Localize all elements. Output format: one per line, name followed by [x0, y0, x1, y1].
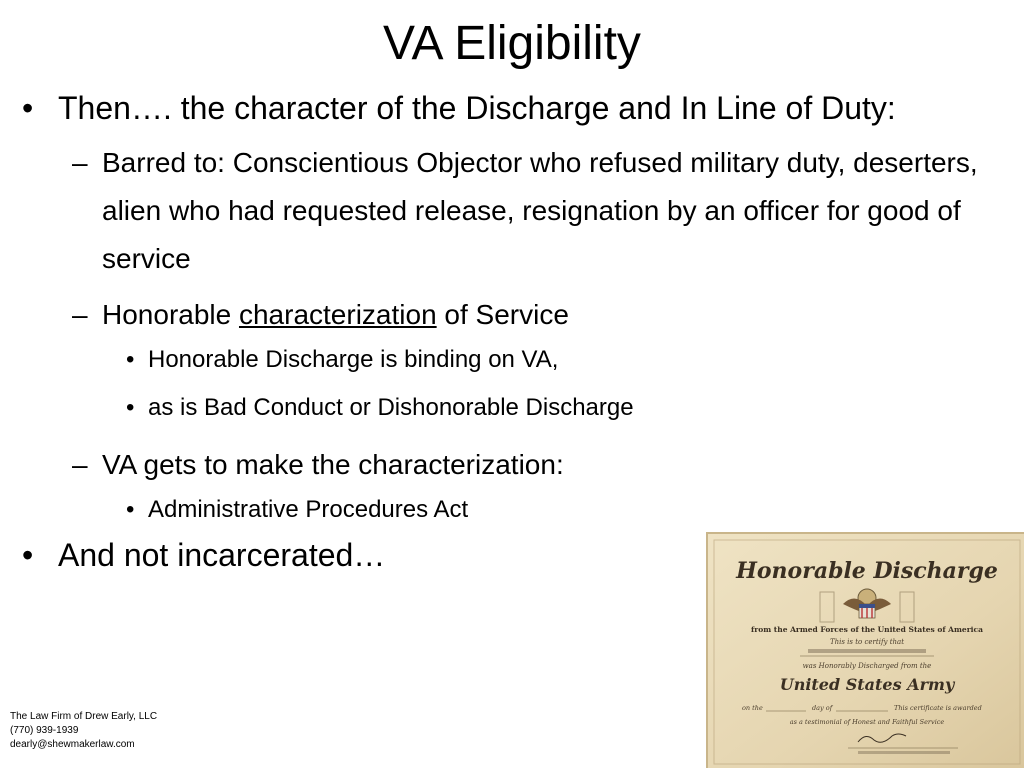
bullet-discharge-character	[22, 90, 982, 127]
bullet-text: And not incarcerated…	[58, 537, 386, 573]
firm-name: The Law Firm of Drew Early, LLC	[10, 711, 158, 722]
sub-sub-bullet-apa	[22, 495, 982, 525]
sub-bullet-text: VA gets to make the characterization:	[102, 449, 564, 480]
sub-bullet-va-characterization	[22, 441, 982, 489]
sub-sub-bullet-text: as is Bad Conduct or Dishonorable Discharge	[148, 394, 634, 421]
certificate-branch: United States Army	[779, 675, 955, 694]
certificate-line-discharged: was Honorably Discharged from the	[802, 662, 932, 670]
sub-bullet-barred	[22, 139, 982, 283]
bullet-dot-icon: •	[126, 346, 135, 373]
certificate-line-on-the: on the	[742, 704, 763, 712]
firm-email: dearly@shewmakerlaw.com	[10, 739, 135, 750]
sub-bullet-text-post: of Service	[436, 299, 569, 330]
certificate-line-certify: This is to certify that	[829, 638, 905, 646]
sub-sub-bullet-text: Administrative Procedures Act	[148, 496, 469, 523]
dash-icon: –	[72, 299, 88, 330]
certificate-line-day-of: day of	[812, 704, 833, 712]
slide-title: VA Eligibility	[383, 17, 641, 70]
certificate-line-testimonial: as a testimonial of Honest and Faithful Service	[789, 718, 945, 726]
bullet-dot-icon: •	[22, 537, 34, 573]
certificate-line-forces: from the Armed Forces of the United States of America	[751, 625, 983, 634]
bullet-text: Then…. the character of the Discharge and In Line of Duty:	[58, 90, 896, 126]
certificate-heading: Honorable Discharge	[736, 558, 998, 584]
slide-body	[22, 90, 982, 586]
underlined-term: characterization	[238, 299, 437, 330]
bullet-dot-icon: •	[22, 90, 34, 126]
sub-sub-bullet-bad-conduct	[22, 393, 982, 423]
bullet-dot-icon: •	[126, 394, 135, 421]
certificate-line-awarded: This certificate is awarded	[894, 704, 982, 712]
firm-contact-footer	[10, 710, 157, 752]
dash-icon: –	[72, 147, 88, 178]
sub-bullet-honorable-characterization	[22, 291, 982, 339]
certificate-illustration	[708, 534, 1024, 768]
sub-sub-bullet-binding	[22, 345, 982, 375]
sub-bullet-text-pre: Honorable	[102, 299, 239, 330]
sub-bullet-text: Barred to: Conscientious Objector who refused military duty, deserters, alien who had requested release, resignation by an officer for good of service	[102, 147, 978, 274]
dash-icon: –	[72, 449, 88, 480]
firm-phone: (770) 939-1939	[10, 725, 79, 736]
bullet-dot-icon: •	[126, 496, 135, 523]
honorable-discharge-certificate-image	[706, 532, 1024, 768]
sub-sub-bullet-text: Honorable Discharge is binding on VA,	[148, 346, 559, 373]
